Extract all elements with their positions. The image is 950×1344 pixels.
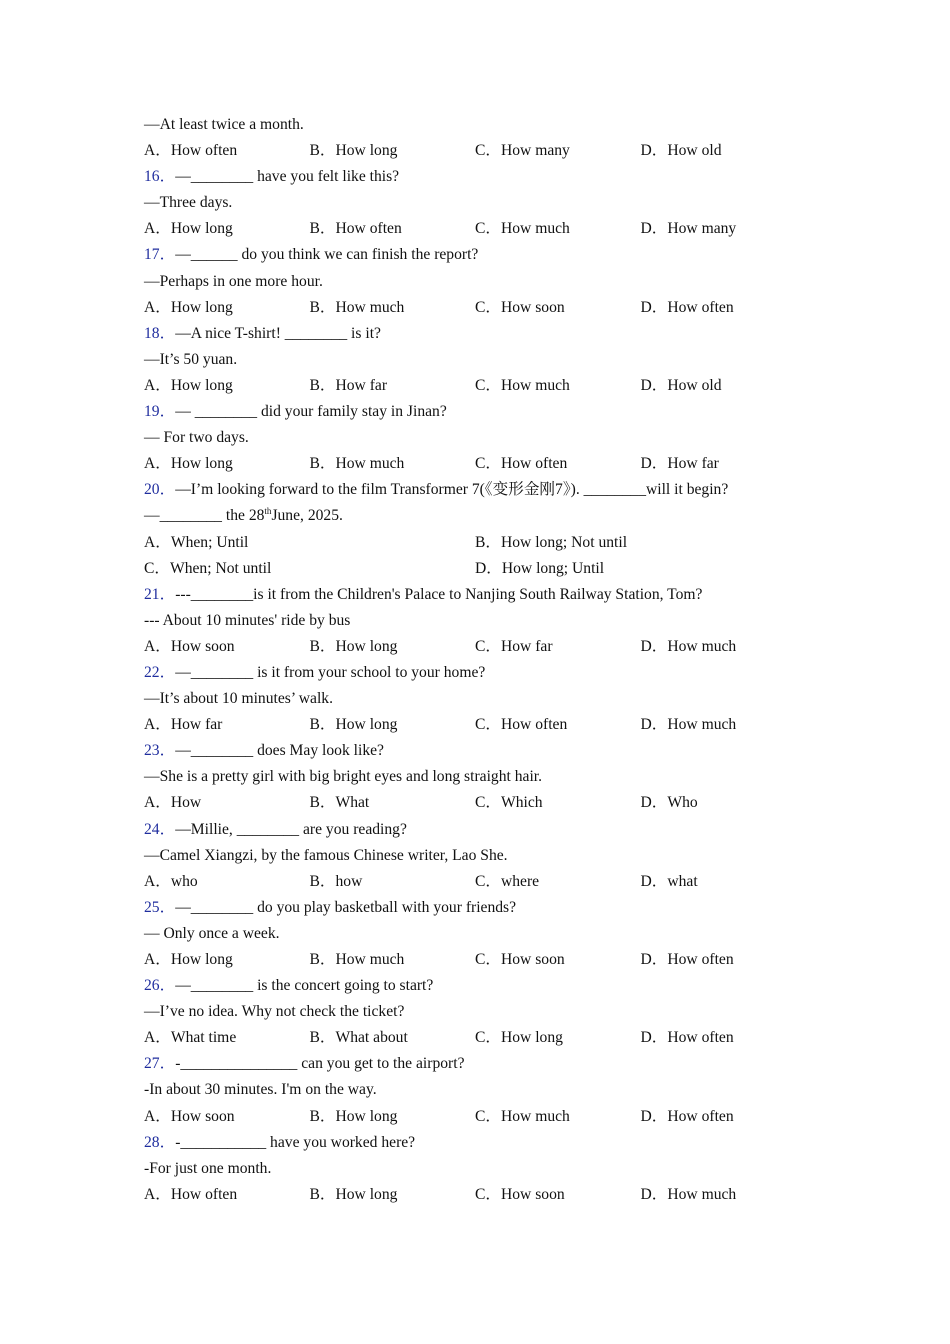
option-d: D．How long; Until [475, 559, 605, 577]
answer-line: --- About 10 minutes' ride by bus [144, 611, 351, 629]
ordinal-suffix: th [264, 506, 272, 517]
option-d: D．How much [640, 1185, 737, 1203]
option-a: A．How soon [144, 637, 235, 655]
question-number: 18． [144, 324, 176, 342]
options-row [144, 1025, 844, 1051]
option-d: D．How old [640, 142, 722, 160]
question-line [144, 164, 844, 190]
option-d: D．How often [640, 1107, 734, 1125]
option-d: D．How many [640, 220, 737, 238]
options-row [144, 451, 844, 477]
question-prompt: —________ is the concert going to start? [175, 977, 434, 995]
options-row [144, 138, 844, 164]
option-a: A．What time [144, 1029, 237, 1047]
option-b: B．How long [309, 142, 398, 160]
option-b: B．how [309, 872, 363, 890]
option-b: B．What [309, 794, 370, 812]
answer-line: -For just one month. [144, 1159, 272, 1177]
option-b: B．How far [309, 376, 388, 394]
option-c: C．How soon [475, 298, 565, 316]
option-a: A．How long [144, 455, 233, 473]
option-a: A．How long [144, 220, 233, 238]
option-a: A．who [144, 872, 198, 890]
question-line [144, 1051, 844, 1077]
options-row [144, 295, 844, 321]
question-prompt: —______ do you think we can finish the report? [175, 246, 479, 264]
option-c: C．When; Not until [144, 559, 272, 577]
option-d: D．Who [640, 794, 698, 812]
options-row [144, 1104, 844, 1130]
option-a: A．How often [144, 1185, 238, 1203]
option-a: A．How often [144, 142, 238, 160]
answer-line: —She is a pretty girl with big bright eyes and long straight hair. [144, 768, 543, 786]
option-b: B．How much [309, 951, 405, 968]
question-prompt: -___________ have you worked here? [175, 1133, 416, 1151]
option-c: C．How much [475, 1107, 570, 1125]
answer-line: —Perhaps in one more hour. [144, 272, 323, 290]
options-row [144, 947, 844, 973]
question-line [144, 738, 844, 764]
option-d: D．How often [640, 951, 734, 968]
options-row [144, 712, 844, 738]
question-line [144, 399, 844, 425]
option-d: D．How old [640, 376, 722, 394]
option-d: D．How much [640, 637, 737, 655]
question-number: 28． [144, 1133, 176, 1151]
option-d: D．How often [640, 1029, 734, 1047]
option-c: C．How often [475, 716, 568, 734]
options-row [144, 530, 844, 556]
option-a: A．When; Until [144, 533, 249, 551]
question-number: 22． [144, 663, 176, 681]
question-number: 20． [144, 481, 176, 499]
answer-line: —Three days. [144, 194, 233, 212]
question-number: 16． [144, 168, 176, 186]
answer-text: June, 2025. [271, 507, 343, 525]
question-prompt: —I’m looking forward to the film Transformer 7(《变形金刚7》). ________will it begin? [175, 481, 729, 499]
option-c: C．where [475, 872, 540, 890]
question-number: 24． [144, 820, 176, 838]
question-prompt: —Millie, ________ are you reading? [175, 820, 407, 838]
option-a: A．How long [144, 951, 233, 968]
question-number: 23． [144, 742, 176, 760]
answer-line [144, 503, 844, 529]
option-c: C．How soon [475, 951, 565, 968]
answer-line: —It’s about 10 minutes’ walk. [144, 690, 333, 708]
options-row [144, 790, 844, 816]
question-number: 21． [144, 585, 176, 603]
option-b: B．How much [309, 298, 405, 316]
question-prompt: — ________ did your family stay in Jinan? [175, 403, 447, 421]
option-b: B．How long [309, 716, 398, 734]
answer-line: — For two days. [144, 429, 249, 447]
option-c: C．How long [475, 1029, 563, 1047]
question-line [144, 660, 844, 686]
question-number: 19． [144, 403, 176, 421]
answer-line: — Only once a week. [144, 924, 280, 942]
answer-line: —Camel Xiangzi, by the famous Chinese writer, Lao She. [144, 846, 508, 864]
question-prompt: —A nice T-shirt! ________ is it? [175, 324, 381, 342]
question-number: 26． [144, 977, 176, 995]
question-prompt: —________ does May look like? [175, 742, 384, 760]
question-line [144, 973, 844, 999]
option-b: B．How long [309, 637, 398, 655]
question-line [144, 242, 844, 268]
answer-line: —It’s 50 yuan. [144, 350, 238, 368]
options-row [144, 634, 844, 660]
question-prompt: ---________is it from the Children's Palace to Nanjing South Railway Station, Tom? [175, 585, 703, 603]
question-line [144, 895, 844, 921]
option-c: C．How many [475, 142, 570, 160]
options-row [144, 216, 844, 242]
options-row [144, 1182, 844, 1208]
option-a: A．How [144, 794, 202, 812]
option-a: A．How long [144, 376, 233, 394]
question-prompt: —________ do you play basketball with your friends? [175, 898, 517, 916]
option-b: B．How often [309, 220, 402, 238]
option-d: D．How far [640, 455, 719, 473]
option-a: A．How far [144, 716, 223, 734]
question-line [144, 582, 844, 608]
option-b: B．How long; Not until [475, 533, 628, 551]
option-d: D．How often [640, 298, 734, 316]
question-line [144, 477, 844, 503]
worksheet [144, 112, 844, 1208]
option-a: A．How long [144, 298, 233, 316]
question-number: 17． [144, 246, 176, 264]
option-c: C．How often [475, 455, 568, 473]
option-c: C．How soon [475, 1185, 565, 1203]
question-prompt: -_______________ can you get to the airport? [175, 1055, 465, 1073]
option-c: C．How much [475, 376, 570, 394]
option-c: C．Which [475, 794, 543, 812]
option-b: B．How long [309, 1107, 398, 1125]
option-c: C．How much [475, 220, 570, 238]
question-line [144, 817, 844, 843]
answer-text: —________ the 28 [144, 507, 265, 525]
question-number: 27． [144, 1055, 176, 1073]
question-line [144, 321, 844, 347]
option-b: B．How long [309, 1185, 398, 1203]
answer-line: —I’ve no idea. Why not check the ticket? [144, 1003, 405, 1021]
options-row [144, 556, 844, 582]
question-prompt: —________ is it from your school to your home? [175, 663, 486, 681]
option-d: D．what [640, 872, 698, 890]
question-prompt: —________ have you felt like this? [175, 168, 400, 186]
option-b: B．How much [309, 455, 405, 473]
answer-line: —At least twice a month. [144, 116, 304, 133]
options-row [144, 869, 844, 895]
options-row [144, 373, 844, 399]
option-c: C．How far [475, 637, 553, 655]
option-d: D．How much [640, 716, 737, 734]
question-line [144, 1130, 844, 1156]
option-b: B．What about [309, 1029, 408, 1047]
answer-line: -In about 30 minutes. I'm on the way. [144, 1081, 377, 1099]
question-number: 25． [144, 898, 176, 916]
option-a: A．How soon [144, 1107, 235, 1125]
